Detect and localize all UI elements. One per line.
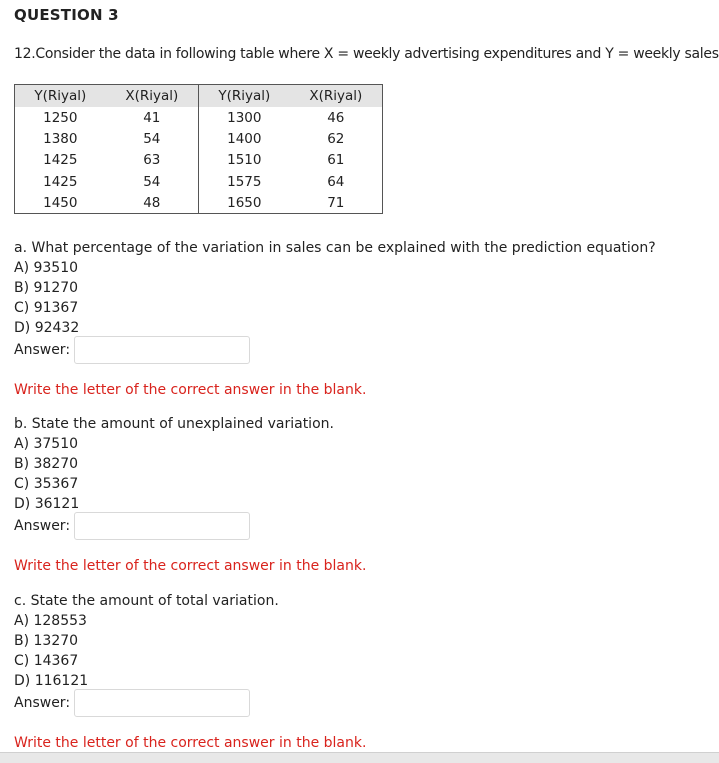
part-c-answer-input[interactable] (74, 689, 250, 717)
option-b: B) 13270 (14, 633, 79, 649)
table-cell: 1400 (198, 128, 289, 149)
column-header: Y(Riyal) (15, 85, 106, 108)
table-cell: 61 (327, 152, 345, 169)
part-b-answer-input[interactable] (74, 512, 250, 540)
column-header: X(Riyal) (106, 85, 199, 108)
part-b-instruction: Write the letter of the correct answer in the blank. (14, 558, 367, 574)
table-cell: 1250 (43, 109, 78, 126)
table-row (15, 107, 383, 128)
part-c-answer-row (14, 689, 250, 717)
part-a-question-text: a. What percentage of the variation in sales can be explained with the prediction equation? (14, 240, 656, 256)
option-d: D) 116121 (14, 673, 89, 689)
option-a: A) 37510 (14, 436, 79, 452)
table-cell: 1380 (43, 130, 78, 147)
option-b: B) 38270 (14, 456, 79, 472)
table-cell: 62 (327, 130, 345, 147)
table-cell: 1575 (198, 171, 289, 192)
question-prompt: 12.Consider the data in following table where X = weekly advertising expenditures and Y = weekly sales (14, 46, 719, 62)
table-row (15, 192, 383, 214)
part-b-answer-row (14, 512, 250, 540)
part-a-question-block (14, 238, 656, 338)
part-a-answer-input[interactable] (74, 336, 250, 364)
answer-label: Answer: (14, 342, 71, 358)
table-row (15, 150, 383, 171)
column-header: X(Riyal) (290, 85, 383, 108)
table-row (15, 128, 383, 149)
question-title: QUESTION 3 (14, 6, 119, 24)
part-b-question-block (14, 414, 334, 514)
table-cell: 54 (143, 130, 161, 147)
column-header: Y(Riyal) (198, 85, 289, 108)
option-c: C) 14367 (14, 653, 79, 669)
part-a-instruction: Write the letter of the correct answer in the blank. (14, 382, 367, 398)
part-a-answer-row (14, 336, 250, 364)
table-cell: 1300 (198, 107, 289, 128)
part-c-question-text: c. State the amount of total variation. (14, 593, 279, 609)
table-cell: 41 (143, 109, 161, 126)
option-d: D) 92432 (14, 320, 80, 336)
option-c: C) 91367 (14, 300, 79, 316)
table-cell: 1650 (198, 192, 289, 214)
answer-label: Answer: (14, 518, 71, 534)
table-cell: 64 (327, 173, 345, 190)
option-d: D) 36121 (14, 496, 80, 512)
table-header-row (15, 85, 383, 108)
table-cell: 54 (143, 173, 161, 190)
table-cell: 48 (143, 194, 161, 211)
table-cell: 1425 (43, 173, 78, 190)
table-cell: 63 (143, 152, 161, 169)
table-cell: 46 (327, 109, 345, 126)
table-cell: 71 (327, 194, 345, 211)
table-cell: 1425 (43, 152, 78, 169)
part-b-question-text: b. State the amount of unexplained variation. (14, 416, 334, 432)
table-cell: 1450 (43, 194, 78, 211)
option-b: B) 91270 (14, 280, 79, 296)
data-table (14, 84, 383, 214)
option-a: A) 93510 (14, 260, 79, 276)
part-c-question-block (14, 591, 279, 691)
table-row (15, 171, 383, 192)
bottom-scroll-bar[interactable] (0, 752, 719, 763)
option-c: C) 35367 (14, 476, 79, 492)
part-c-instruction: Write the letter of the correct answer in the blank. (14, 735, 367, 751)
option-a: A) 128553 (14, 613, 87, 629)
answer-label: Answer: (14, 695, 71, 711)
table-cell: 1510 (198, 150, 289, 171)
